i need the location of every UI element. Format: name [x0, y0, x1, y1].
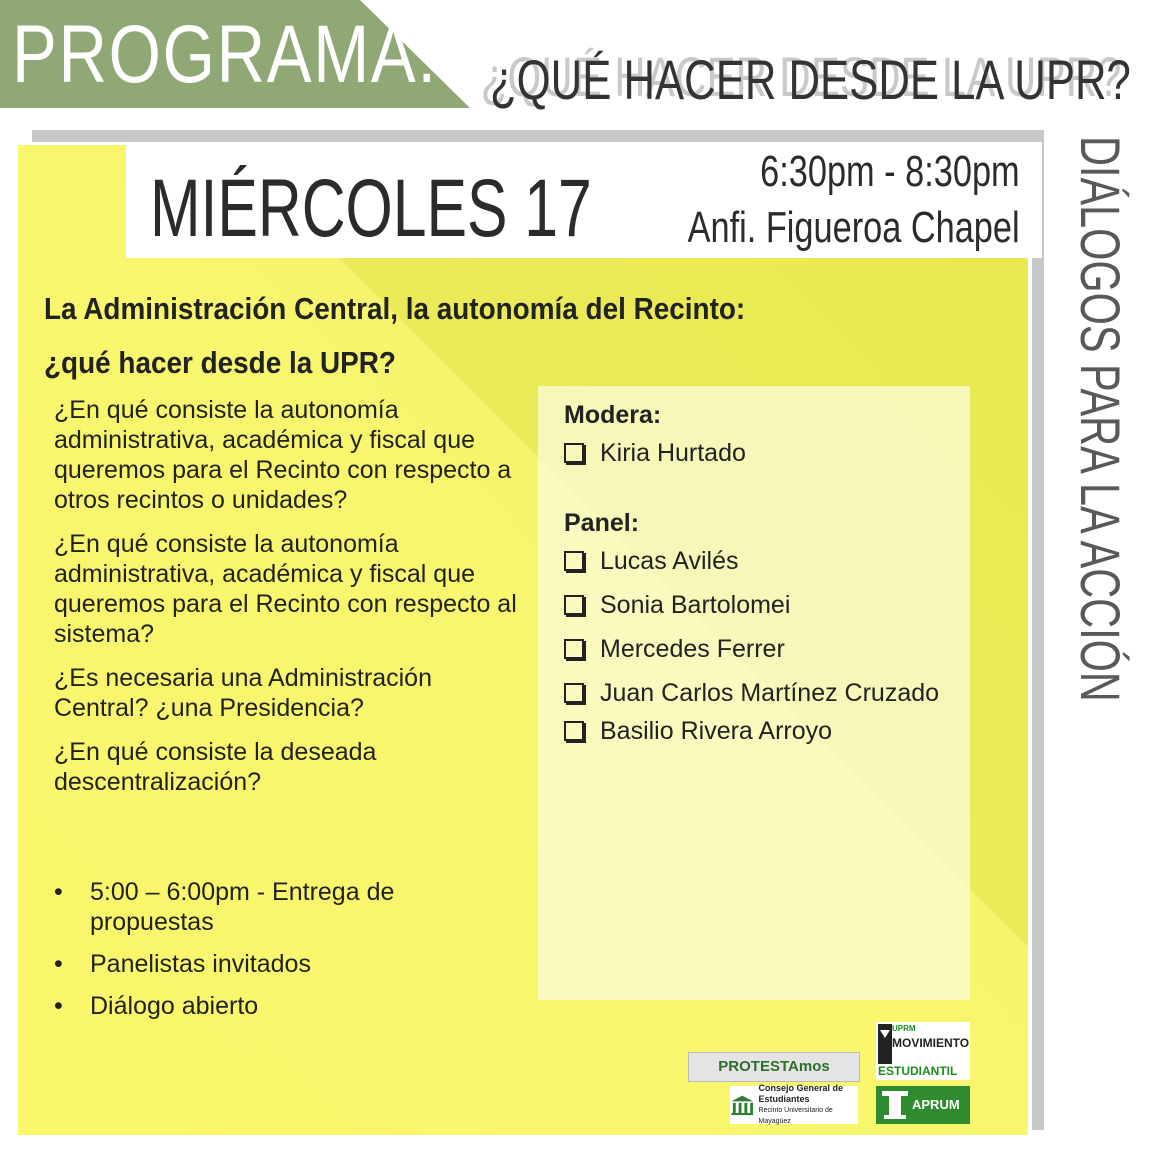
checkbox-icon	[564, 721, 584, 741]
event-date: MIÉRCOLES 17	[150, 163, 592, 254]
panel-label: Panel:	[564, 509, 640, 537]
checkbox-icon	[564, 595, 584, 615]
panelist-item: Basilio Rivera Arroyo	[564, 716, 964, 746]
panelist-item: Juan Carlos Martínez Cruzado	[564, 678, 964, 708]
main-title: ¿QUÉ HACER DESDE LA UPR?	[490, 48, 1131, 111]
heading-line-1: La Administración Central, la autonomía del Recinto:	[44, 291, 746, 326]
event-time: 6:30pm - 8:30pm	[760, 147, 1020, 196]
building-icon	[730, 1090, 755, 1120]
heading-line-2: ¿qué hacer desde la UPR?	[44, 345, 396, 380]
question-item: ¿En qué consiste la autonomía administrativa, académica y fiscal que queremos para el Recinto con respecto al sistema?	[54, 530, 517, 648]
panel-content	[564, 400, 964, 760]
bullet-icon: •	[54, 992, 63, 1020]
uprm-label: UPRM	[892, 1024, 916, 1033]
agenda-item: • 5:00 – 6:00pm - Entrega de propuestas	[54, 878, 395, 936]
consejo-name: Consejo General de Estudiantes	[758, 1083, 844, 1104]
panelist-item: Mercedes Ferrer	[564, 634, 964, 664]
frame-right-bar	[1032, 130, 1044, 1130]
protestamos-logo: PROTESTAmos	[688, 1052, 860, 1082]
aprum-label: APRUM	[912, 1097, 960, 1112]
movimiento-label: MOVIMIENTO	[892, 1036, 970, 1050]
event-place: Anfi. Figueroa Chapel	[688, 203, 1020, 252]
agenda-item: • Panelistas invitados	[54, 950, 311, 978]
estudiantil-label: ESTUDIANTIL	[878, 1064, 958, 1078]
consejo-logo	[730, 1083, 858, 1125]
checkbox-icon	[564, 443, 584, 463]
question-item: ¿En qué consiste la autonomía administrativa, académica y fiscal que queremos para el Recinto con respecto a otros recintos o unidades?	[54, 396, 512, 514]
question-item: ¿Es necesaria una Administración Central? ¿una Presidencia?	[54, 664, 432, 722]
agenda-item: • Diálogo abierto	[54, 992, 259, 1020]
panelist-item: Sonia Bartolomei	[564, 590, 964, 620]
question-item: ¿En qué consiste la deseada descentralización?	[54, 738, 377, 796]
movimiento-logo	[876, 1022, 970, 1080]
column-icon	[882, 1091, 908, 1119]
bullet-icon: •	[54, 950, 63, 978]
checkbox-icon	[564, 639, 584, 659]
consejo-subtitle: Recinto Universitario de Mayagüez	[758, 1107, 833, 1125]
panelist-item: Lucas Avilés	[564, 546, 964, 576]
program-label: PROGRAMA:	[12, 9, 438, 100]
bullet-icon: •	[54, 878, 63, 906]
aprum-logo	[876, 1086, 970, 1124]
agenda-list	[54, 877, 514, 1033]
frame-top-bar	[32, 130, 1044, 142]
question-list	[54, 395, 524, 811]
flag-icon	[878, 1024, 892, 1064]
session-heading	[44, 282, 908, 390]
checkbox-icon	[564, 551, 584, 571]
moderator-item: Kiria Hurtado	[564, 438, 964, 468]
moderator-label: Modera:	[564, 401, 662, 429]
side-title: DIÁLOGOS PARA LA ACCIÓN	[1069, 136, 1132, 702]
checkbox-icon	[564, 683, 584, 703]
